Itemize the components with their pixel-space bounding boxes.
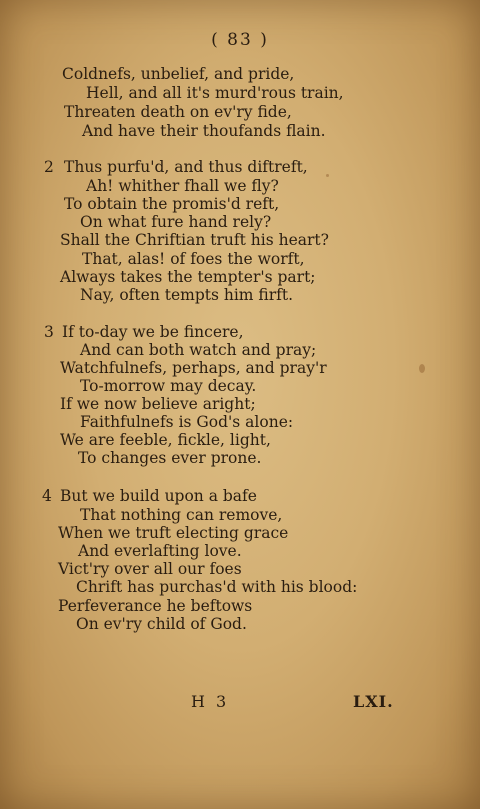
stanza-line: Chrift has purchas'd with his blood:	[76, 578, 358, 596]
stanza-line: Coldnefs, unbelief, and pride,	[62, 65, 295, 83]
stanza-line: That, alas! of foes the worft,	[82, 250, 305, 268]
stanza-line: And have their thoufands flain.	[82, 122, 326, 140]
stanza-line: Vict'ry over all our foes	[58, 560, 242, 578]
stanza-number: 2	[44, 158, 54, 176]
stanza-line: To obtain the promis'd reft,	[64, 195, 280, 213]
stanza-number: 4	[42, 487, 52, 505]
stanza-line: To changes ever prone.	[78, 449, 262, 467]
stanza-number: 3	[44, 323, 54, 341]
stanza-line: Ah! whither fhall we fly?	[86, 177, 279, 195]
stanza-line: That nothing can remove,	[80, 506, 283, 524]
stanza-line: Hell, and all it's murd'rous train,	[86, 84, 344, 102]
stanza-line: And can both watch and pray;	[80, 341, 317, 359]
stanza-line: When we truft electing grace	[58, 524, 289, 542]
stanza-line: Perfeverance he beftows	[58, 597, 253, 615]
foxing-spot	[326, 174, 329, 177]
foxing-spot	[419, 364, 425, 373]
stanza-line: Nay, often tempts him firft.	[80, 286, 294, 304]
stanza-line: Shall the Chriftian truft his heart?	[60, 231, 329, 249]
page-number: ( 83 )	[211, 30, 269, 50]
stanza-line: But we build upon a bafe	[60, 487, 257, 505]
next-hymn-catchword: LXI.	[353, 692, 394, 711]
stanza-line: To-morrow may decay.	[80, 377, 257, 395]
stanza-line: If we now believe aright;	[60, 395, 256, 413]
stanza-line: We are feeble, fickle, light,	[60, 431, 271, 449]
signature-mark: H 3	[191, 692, 230, 711]
stanza-line: On what fure hand rely?	[80, 213, 272, 231]
stanza-line: On ev'ry child of God.	[76, 615, 247, 633]
stanza-line: And everlafting love.	[78, 542, 242, 560]
stanza-line: If to-day we be fincere,	[62, 323, 244, 341]
stanza-line: Watchfulnefs, perhaps, and pray'r	[60, 359, 327, 377]
stanza-line: Thus purfu'd, and thus diftreft,	[64, 158, 308, 176]
stanza-line: Threaten death on ev'ry fide,	[64, 103, 292, 121]
stanza-line: Faithfulnefs is God's alone:	[80, 413, 294, 431]
stanza-line: Always takes the tempter's part;	[60, 268, 316, 286]
